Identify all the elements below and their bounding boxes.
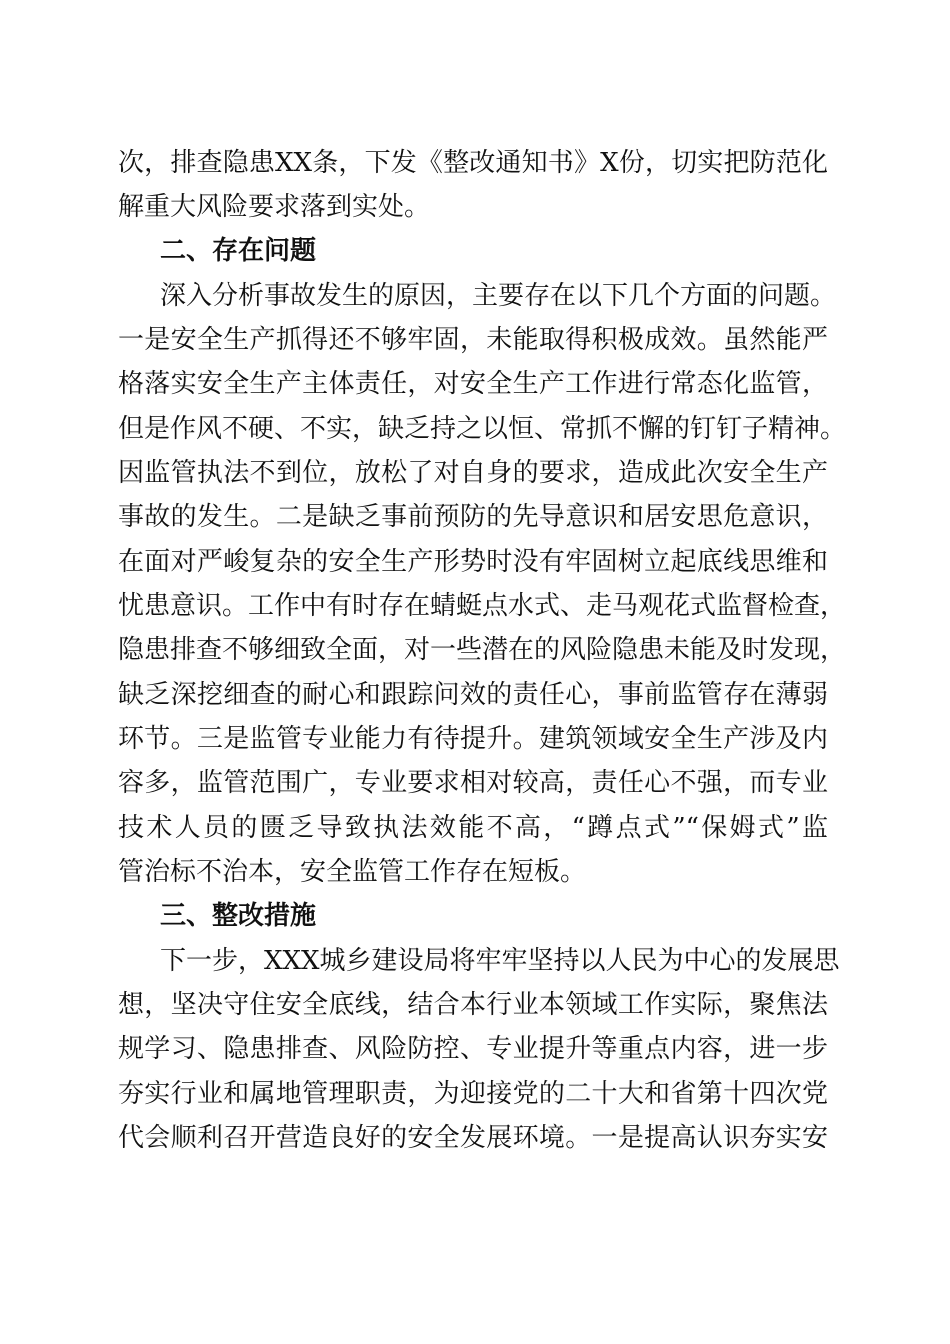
- paragraph-line: 环节。三是监管专业能力有待提升。建筑领域安全生产涉及内: [118, 724, 828, 754]
- paragraph-line: 规学习、隐患排查、风险防控、专业提升等重点内容，进一步: [118, 1034, 828, 1064]
- paragraph-line: 夯实行业和属地管理职责，为迎接党的二十大和省第十四次党: [118, 1079, 828, 1109]
- paragraph-line: 技术人员的匮乏导致执法效能不高，“蹲点式”“保姆式”监: [118, 813, 828, 843]
- paragraph-line: 忧患意识。工作中有时存在蜻蜓点水式、走马观花式监督检查，: [118, 591, 847, 621]
- paragraph-line: 一是安全生产抓得还不够牢固，未能取得积极成效。虽然能严: [118, 325, 828, 355]
- paragraph-line: 容多，监管范围广，专业要求相对较高，责任心不强，而专业: [118, 768, 828, 798]
- paragraph-line: 想，坚决守住安全底线，结合本行业本领域工作实际，聚焦法: [118, 990, 828, 1020]
- paragraph-line: 隐患排查不够细致全面，对一些潜在的风险隐患未能及时发现，: [118, 635, 847, 665]
- paragraph-line: 因监管执法不到位，放松了对自身的要求，造成此次安全生产: [118, 458, 828, 488]
- paragraph-line: 解重大风险要求落到实处。: [118, 192, 431, 222]
- paragraph-line: 在面对严峻复杂的安全生产形势时没有牢固树立起底线思维和: [118, 547, 828, 577]
- paragraph-line: 次，排查隐患XX条，下发《整改通知书》X份，切实把防范化: [118, 148, 828, 178]
- paragraph-line: 缺乏深挖细查的耐心和跟踪问效的责任心，事前监管存在薄弱: [118, 680, 828, 710]
- paragraph-line: 下一步，XXX城乡建设局将牢牢坚持以人民为中心的发展思: [160, 946, 840, 976]
- section-heading-problems: 二、存在问题: [160, 236, 317, 266]
- paragraph-line: 深入分析事故发生的原因，主要存在以下几个方面的问题。: [160, 281, 837, 311]
- section-heading-measures: 三、整改措施: [160, 901, 317, 931]
- paragraph-line: 代会顺利召开营造良好的安全发展环境。一是提高认识夯实安: [118, 1123, 828, 1153]
- paragraph-line: 格落实安全生产主体责任，对安全生产工作进行常态化监管，: [118, 369, 828, 399]
- paragraph-line: 但是作风不硬、不实，缺乏持之以恒、常抓不懈的钉钉子精神。: [118, 414, 847, 444]
- paragraph-line: 管治标不治本，安全监管工作存在短板。: [118, 857, 587, 887]
- paragraph-line: 事故的发生。二是缺乏事前预防的先导意识和居安思危意识，: [118, 502, 828, 532]
